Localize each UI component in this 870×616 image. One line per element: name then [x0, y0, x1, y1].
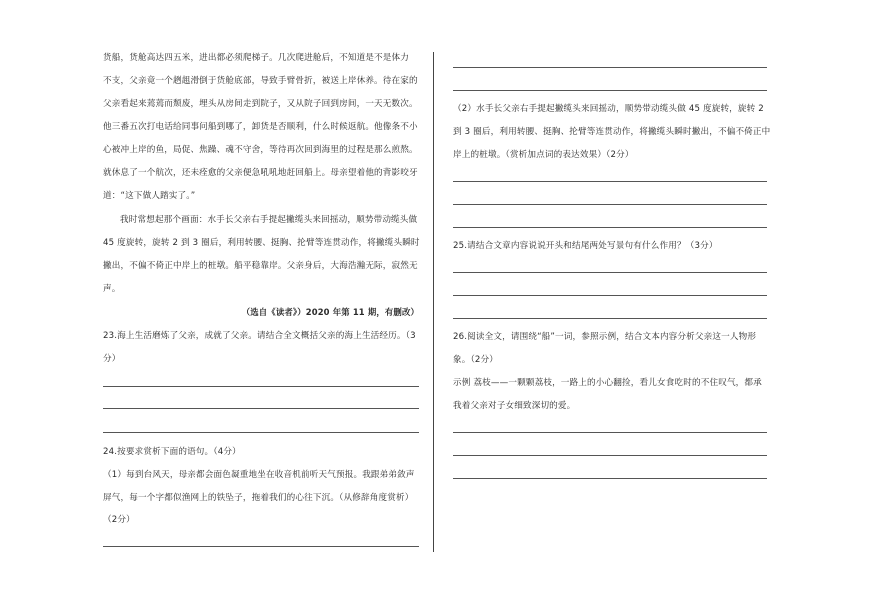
answer-line[interactable] [103, 408, 419, 409]
answer-line[interactable] [453, 478, 767, 479]
answer-line[interactable] [453, 227, 767, 228]
passage-line: 心被冲上岸的鱼，局促、焦躁、魂不守舍，等待再次回到海里的过程是那么煎熬。 [103, 145, 418, 155]
answer-line[interactable] [453, 90, 767, 91]
example-line: 我着父亲对子女细致深切的爱。 [453, 401, 576, 411]
question-23: 23.海上生活磨炼了父亲，成就了父亲。请结合全文概括父亲的海上生活经历。（3 [103, 331, 416, 341]
source-citation: （选自《读者》）2020 年第 11 期，有删改） [241, 307, 419, 317]
question-23-cont: 分） [103, 354, 121, 364]
answer-line[interactable] [453, 181, 767, 182]
answer-line[interactable] [453, 272, 767, 273]
question-26: 象。（2分） [453, 355, 499, 365]
passage-line: 撇出，不偏不倚正中岸上的桩墩。船平稳靠岸。父亲身后，大海浩瀚无际，寂然无 [103, 261, 418, 271]
question-24-1: （2分） [103, 515, 135, 525]
question-24: 24.按要求赏析下面的语句。（4分） [103, 447, 241, 457]
passage-line: 45 度旋转，旋转 2 到 3 圈后，利用转腰、挺胸、抡臂等连贯动作，将撇缆头瞬时 [103, 238, 420, 248]
question-24-2: （2）水手长父亲右手提起撇缆头来回摇动，顺势带动缆头做 45 度旋转，旋转 2 [453, 104, 764, 114]
column-divider [433, 52, 434, 552]
passage-line: 不支，父亲竟一个趔趄滑倒于货舱底部，导致手臂骨折，被送上岸休养。待在家的 [103, 76, 418, 86]
answer-line[interactable] [453, 432, 767, 433]
answer-line[interactable] [453, 204, 767, 205]
question-25: 25.请结合文章内容说说开头和结尾两处写景句有什么作用？（3分） [453, 241, 718, 251]
question-24-2: 到 3 圈后，利用转腰、挺胸、抡臂等连贯动作，将撇缆头瞬时撇出，不偏不倚正中 [453, 127, 771, 137]
passage-line: 就休息了一个航次，还未痊愈的父亲便急吼吼地赶回船上。母亲望着他的背影咬牙 [103, 168, 418, 178]
answer-line[interactable] [453, 318, 767, 319]
passage-line: 货船，货舱高达四五米，进出都必须爬梯子。几次爬进舱后，不知道是不是体力 [103, 53, 410, 63]
question-26: 26.阅读全文，请围绕“船”一词，参照示例，结合文本内容分析父亲这一人物形 [453, 332, 757, 342]
question-24-1: 屏气，每一个字都似渔网上的铁坠子，拖着我们的心往下沉。（从修辞角度赏析） [103, 493, 414, 503]
passage-line: 声。 [103, 284, 121, 294]
passage-line: 父亲看起来蔫蔫而颓废，埋头从房间走到院子，又从院子回到房间，一天无数次。 [103, 99, 418, 109]
answer-line[interactable] [453, 455, 767, 456]
answer-line[interactable] [103, 546, 419, 547]
question-24-2: 岸上的桩墩。（赏析加点词的表达效果）（2分） [453, 150, 634, 160]
passage-line: 道：“这下做人踏实了。” [103, 191, 196, 201]
passage-line: 我时常想起那个画面：水手长父亲右手提起撇缆头来回摇动，顺势带动缆头做 [120, 215, 418, 225]
answer-line[interactable] [103, 432, 419, 433]
question-24-1: （1）每到台风天，母亲都会面色凝重地坐在收音机前听天气预报。我跟弟弟敛声 [103, 470, 415, 480]
answer-line[interactable] [453, 295, 767, 296]
passage-line: 他三番五次打电话给同事问船到哪了，卸货是否顺利，什么时候返航。他像条不小 [103, 122, 418, 132]
example-line: 示例 荔枝——一颗颗荔枝，一路上的小心翻捡，看儿女食吃时的不住叹气，都承 [453, 378, 762, 388]
answer-line[interactable] [453, 67, 767, 68]
answer-line[interactable] [103, 386, 419, 387]
